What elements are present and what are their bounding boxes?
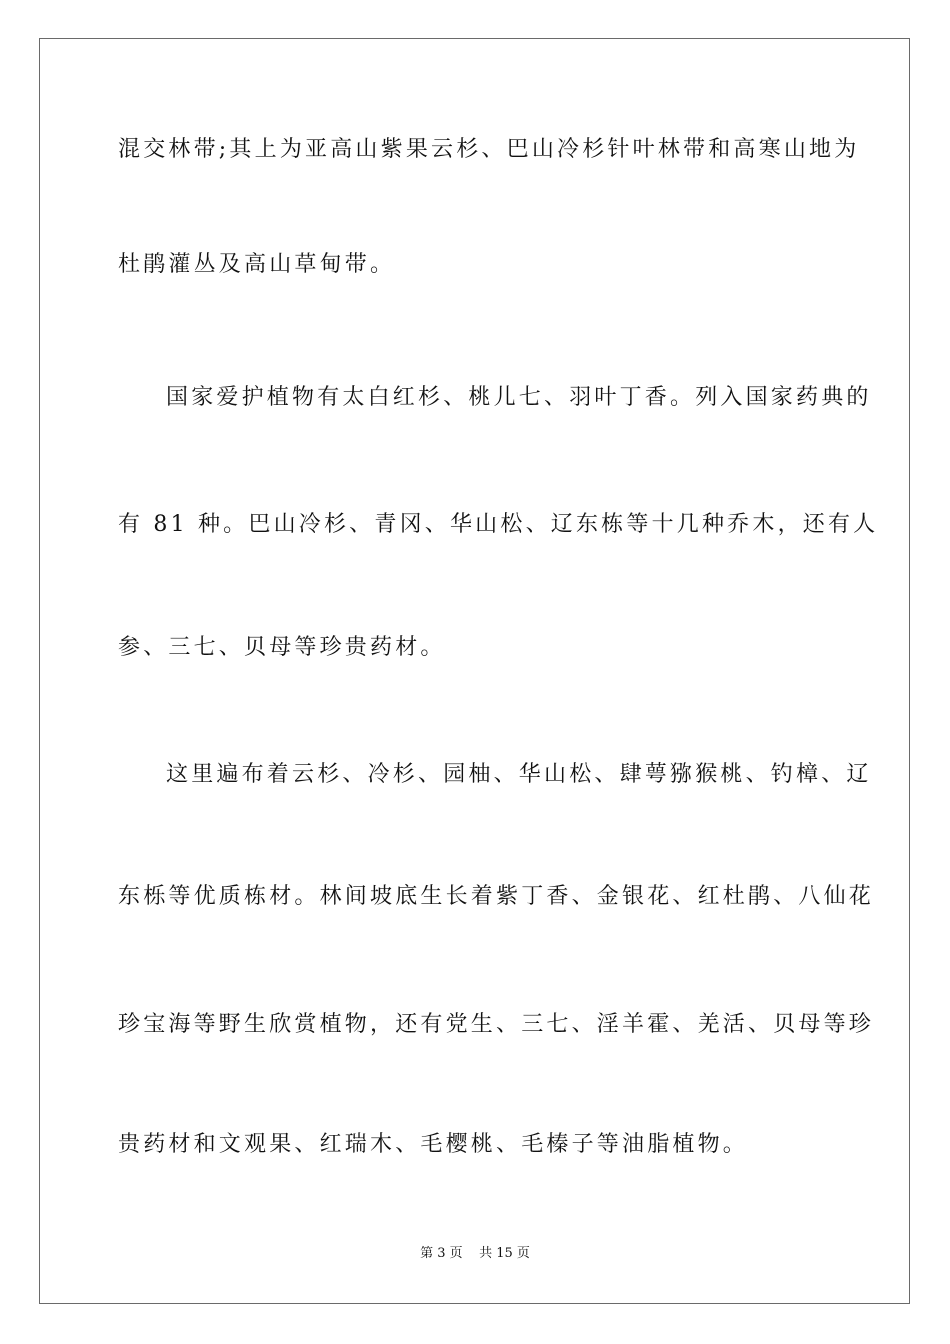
page-border — [39, 38, 910, 1304]
paragraph-line: 珍宝海等野生欣赏植物，还有党生、三七、淫羊霍、羌活、贝母等珍 — [118, 1012, 875, 1037]
paragraph-line: 贵药材和文观果、红瑞木、毛樱桃、毛榛子等油脂植物。 — [118, 1132, 749, 1157]
paragraph-line: 参、三七、贝母等珍贵药材。 — [118, 635, 446, 660]
paragraph-line: 这里遍布着云杉、冷杉、园柚、华山松、肆萼猕猴桃、钓樟、辽 — [166, 762, 872, 787]
paragraph-line: 杜鹃灌丛及高山草甸带。 — [118, 252, 396, 277]
paragraph-line: 混交林带;其上为亚高山紫果云杉、巴山冷杉针叶林带和高寒山地为 — [118, 137, 860, 162]
paragraph-line: 国家爱护植物有太白红杉、桃儿七、羽叶丁香。列入国家药典的 — [166, 385, 872, 410]
page-number-footer: 第 3 页 共 15 页 — [420, 1246, 530, 1261]
paragraph-line: 有 81 种。巴山冷杉、青冈、华山松、辽东栋等十几种乔木，还有人 — [118, 512, 879, 537]
paragraph-line: 东栎等优质栋材。林间坡底生长着紫丁香、金银花、红杜鹃、八仙花 — [118, 884, 875, 909]
